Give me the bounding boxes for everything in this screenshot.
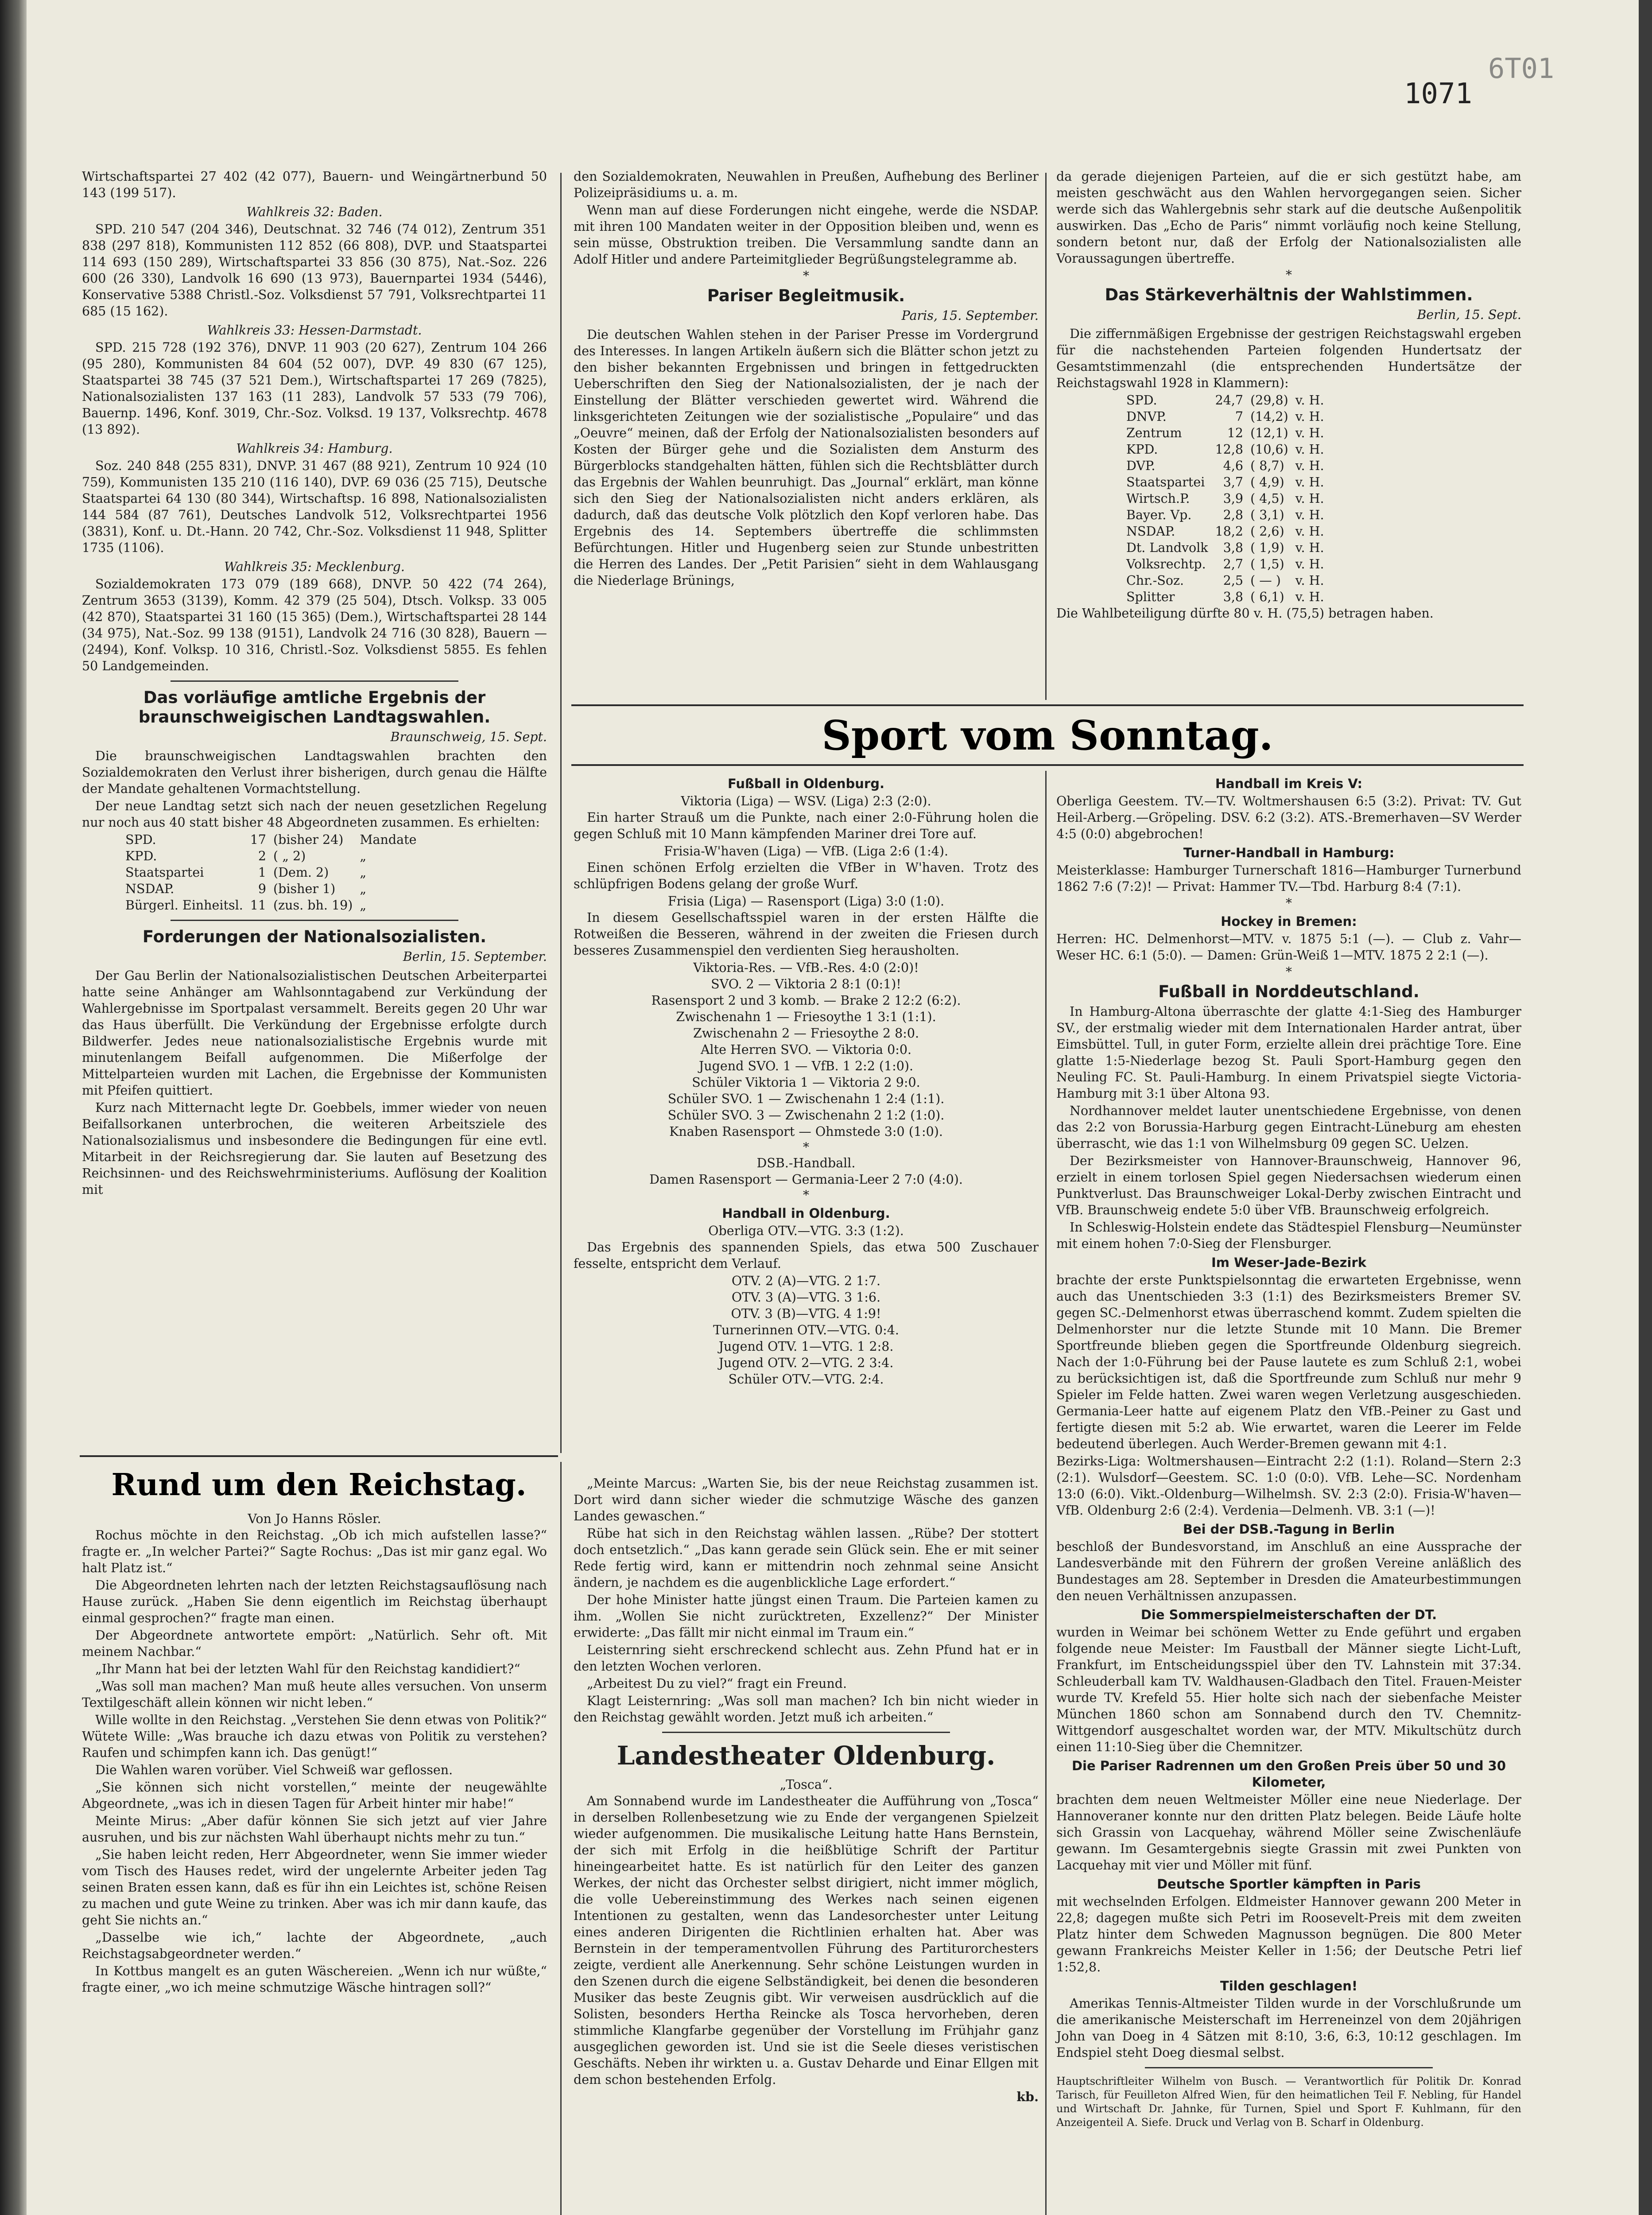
paragraph: brachten dem neuen Weltmeister Möller eine neue Niederlage. Der Hannoveraner konnte nur den dritten Platz belegen. Beide Läufe holte sich Grassin von Lacquehay, während Möller seine Zwischenläufe gewann. Im Gesamtergebnis siegte Grassin mit zwei Punkten von Lacquehay mit vier und Möller mit fünf.: [1056, 1792, 1521, 1873]
result-line: OTV. 2 (A)—VTG. 2 1:7.: [731, 1274, 881, 1288]
column-separator: [560, 173, 562, 1453]
paragraph: Am Sonnabend wurde im Landestheater die Aufführung von „Tosca“ in derselben Rollenbesetzung wie zu Ende der vergangenen Spielzeit wieder aufgenommen. Die musikalische Leitung hatte Hans Bernstein, der sich mit Erfolg in die heißblütige Schrift der Partitur hineingearbeitet hatte. Es ist natürlich für den Leiter des ganzen Werkes, der nicht das Orchester selbst dirigiert, nicht immer möglich, die volle Uebereinstimmung des Werkes nach seinen eigenen Intentionen zu gestalten, wenn das Landesorchester unter Leitung eines anderen Dirigenten die Richtlinien erhalten hat. Aber was Bernstein in der temperamentvollen Führung des Partiturorchesters zeigte, verdient alle Anerkennung. Sehr schöne Leistungen wurden in den Szenen durch die eigene Selbständigkeit, bei denen die besonderen Musiker das beste Zeugnis gibt. Wir verweisen ausdrücklich auf die Solisten, besonders Hertha Reincke als Tosca hervorheben, deren stimmliche Klangfarbe gegenüber der Vorstellung im Frühjahr ganz ausgeglichen geworden ist. Und sie ist die Seele dieses veristischen Geschäfts. Neben ihr wirkten u. a. Gustav Deharde und Einar Ellgen mit dem schon bestehenden Erfolg.: [574, 1794, 1039, 2087]
table-row: NSDAP. 9 (bisher 1) „: [125, 882, 367, 896]
table-row: KPD. 12,8 (10,6) v. H.: [1126, 442, 1324, 457]
paragraph: Die Abgeordneten lehrten nach der letzten Reichstagsauflösung nach Hause zurück. „Haben Sie denn eigentlich im Reichstag überhaupt einmal gesprochen?“ fragte man einen.: [82, 1578, 547, 1625]
paragraph: Die deutschen Wahlen stehen in der Pariser Presse im Vordergrund des Interesses. In langen Artikeln äußern sich die Blätter schon jetzt zu den bisher bekannten Ergebnissen und bringen in fettgedruckten Ueberschriften den Sieg der Nationalsozialisten, der je nach der Einstellung der Blätter verschieden gewertet wird. Während die linksgerichteten Zeitungen wie der sozialistische „Populaire“ und das „Oeuvre“ meinen, daß der Erfolg der Nationalsozialisten besonders auf Kosten der Bürger gehe und die Sozialisten dem Ansturm des Bürgerblocks standgehalten hätten, fühlen sich die Rechtsblätter durch das Ergebnis der Wahlen beunruhigt. Das „Journal“ erklärt, man könne sich den Sieg der Nationalsozialisten nicht anders erklären, als dadurch, daß das deutsche Volk plötzlich den Kopf verloren habe. Das Ergebnis des 14. Septembers übertreffe die schlimmsten Befürchtungen. Hitler und Hugenberg seien zur Stunde unbestritten die Herren des Landes. Der „Petit Parisien“ sieht in dem Wahlausgang die Niederlage Brünings,: [574, 327, 1039, 588]
paragraph: den Sozialdemokraten, Neuwahlen in Preußen, Aufhebung des Berliner Polizeipräsidiums u. a. m.: [574, 169, 1039, 200]
result-line: Viktoria-Res. — VfB.-Res. 4:0 (2:0)!: [693, 960, 919, 975]
paragraph: beschloß der Bundesvorstand, im Anschluß an eine Aussprache der Landesverbände mit den Führern der großen Vereine anläßlich des Bundestages am 28. September in Dresden die Amateurbestimmungen den neuen Verhältnissen anzupassen.: [1056, 1539, 1521, 1603]
dateline: Berlin, 15. Sept.: [1417, 307, 1521, 322]
paragraph: „Dasselbe wie ich,“ lachte der Abgeordnete, „auch Reichstagsabgeordneter werden.“: [82, 1930, 547, 1961]
paragraph: Ein harter Strauß um die Punkte, nach einer 2:0-Führung holen die gegen Schluß mit 10 Mann kämpfenden Mariner drei Tore auf.: [574, 810, 1039, 841]
sport-column-norddeutschland: [1056, 773, 1521, 2130]
paragraph: Soz. 240 848 (255 831), DNVP. 31 467 (88 921), Zentrum 10 924 (10 759), Kommunisten 135 210 (116 140), DVP. 69 036 (25 715), Deutsche Staatspartei 64 130 (80 344), Wirtschaftsp. 16 898, Nationalsozialisten 144 584 (87 761), Deutsches Landvolk 512, Volksrechtpartei 1956 (3831), Konf. u. Dt.-Hann. 20 742, Chr.-Soz. Volksdienst 11 948, Splitter 1735 (1106).: [82, 459, 547, 555]
result-line: Zwischenahn 1 — Friesoythe 1 3:1 (1:1).: [676, 1010, 936, 1024]
section-heading: Deutsche Sportler kämpften in Paris: [1157, 1877, 1421, 1892]
imprint: Hauptschriftleiter Wilhelm von Busch. — Verantwortlich für Politik Dr. Konrad Tarisch, für Feuilleton Alfred Wien, für den heimatlichen Teil F. Nebling, für Handel und Wirtschaft Dr. Jahnke, für Turnen, Spiel und Sport F. Kuhlmann, für den Anzeigenteil A. Siefe. Druck und Verlag von B. Scharf in Oldenburg.: [1056, 2075, 1521, 2129]
result-line: Zwischenahn 2 — Friesoythe 2 8:0.: [693, 1026, 919, 1041]
paragraph: Die braunschweigischen Landtagswahlen brachten den Sozialdemokraten den Verlust ihrer bisherigen, durch genau die Hälfte der Mandate gehaltenen Vormachtstellung.: [82, 749, 547, 796]
table-row: DVP. 4,6 ( 8,7) v. H.: [1126, 459, 1324, 473]
match-line: Frisia (Liga) — Rasensport (Liga) 3:0 (1:0).: [667, 894, 945, 909]
wahlkreis-heading: Wahlkreis 34: Hamburg.: [236, 441, 393, 456]
paragraph: da gerade diejenigen Parteien, auf die er sich gestützt habe, am meisten geschwächt aus den Wahlen hervorgegangen seien. Sicher werde sich das Wahlergebnis sehr stark auf die deutsche Außenpolitik auswirken. Das „Echo de Paris“ nimmt vorläufig noch keine Stellung, sondern betont nur, daß der Erfolg der Nationalsozialisten alle Voraussagungen übertreffe.: [1056, 169, 1521, 266]
result-line: Damen Rasensport — Germania-Leer 2 7:0 (4:0).: [649, 1172, 963, 1187]
paragraph: Rübe hat sich in den Reichstag wählen lassen. „Rübe? Der stottert doch entsetzlich.“ „Das kann gerade sein Glück sein. Ehe er mit seiner Rede fertig wird, kann er mittendrin noch zehnmal seine Ansicht ändern, je nachdem es die augenblickliche Lage erfordert.“: [574, 1526, 1039, 1590]
table-row: KPD. 2 ( „ 2) „: [125, 849, 367, 863]
paragraph: SPD. 210 547 (204 346), Deutschnat. 32 746 (74 012), Zentrum 351 838 (297 818), Kommunisten 112 852 (66 808), DVP. und Staatspartei 114 693 (150 289), Wirtschaftspartei 33 856 (30 875), Nat.-Soz. 226 600 (26 330), Landvolk 16 690 (13 973), Bauernpartei 1934 (5446), Konservative 5388 Christl.-Soz. Volksdienst 57 791, Volksrechtpartei 11 685 (15 162).: [82, 222, 547, 319]
feuilleton-right: [574, 1475, 1039, 2105]
paragraph: Meinte Mirus: „Aber dafür können Sie sich jetzt auf vier Jahre ausruhen, und bis zur nächsten Wahl überhaupt nichts mehr zu tun.“: [82, 1814, 547, 1845]
separator-star: *: [1286, 268, 1292, 282]
paragraph: Leisternring sieht erschreckend schlecht aus. Zehn Pfund hat er in den letzten Wochen verloren.: [574, 1643, 1039, 1674]
column-separator: [560, 1462, 562, 2215]
section-heading: Fußball in Oldenburg.: [727, 776, 884, 791]
paragraph: mit wechselnden Erfolgen. Eldmeister Hannover gewann 200 Meter in 22,8; dagegen mußte sich Petri im Roosevelt-Preis mit dem zweiten Platz hinter dem Schweden Magnusson begnügen. Die 800 Meter gewann Frankreichs Meister Keller in 1:56; der Deutsche Petri lief 1:52,8.: [1056, 1894, 1521, 1974]
result-line: Jugend SVO. 1 — VfB. 1 2:2 (1:0).: [698, 1059, 914, 1073]
table-row: SPD. 24,7 (29,8) v. H.: [1126, 393, 1324, 408]
result-line: SVO. 2 — Viktoria 2 8:1 (0:1)!: [711, 977, 901, 991]
separator-star: *: [803, 1188, 809, 1202]
sport-banner-title: Sport vom Sonntag.: [822, 711, 1273, 759]
page-number: 1071: [1404, 78, 1473, 110]
section-heading: Die Pariser Radrennen um den Großen Preis über 50 und 30 Kilometer,: [1071, 1758, 1506, 1790]
paragraph: Bezirks-Liga: Woltmershausen—Eintracht 2:2 (1:1). Roland—Stern 2:3 (2:1). Wulsdorf—Geestem. SC. 1:0 (0:0). VfB. Lehe—SC. Nordenham 13:0 (6:0). Vikt.-Oldenburg—Wilhelmsh. SV. 2:3 (2:0). Frisia-W'haven—VfB. Oldenburg 2:6 (2:4). Verdenia—Delmenh. VB. 3:1 (—)!: [1056, 1454, 1521, 1518]
section-rule: [80, 1455, 558, 1457]
column-1: [82, 168, 547, 1199]
section-heading: DSB.-Handball.: [756, 1156, 856, 1170]
match-line: Frisia-W'haven (Liga) — VfB. (Liga 2:6 (1:4).: [663, 844, 949, 859]
article-headline: Landestheater Oldenburg.: [617, 1741, 996, 1771]
play-title: „Tosca“.: [779, 1777, 833, 1792]
table-row: Bayer. Vp. 2,8 ( 3,1) v. H.: [1126, 508, 1324, 522]
section-heading: Handball in Oldenburg.: [722, 1206, 890, 1221]
feuilleton-title: Rund um den Reichstag.: [111, 1467, 527, 1503]
table-row: Chr.-Soz. 2,5 ( — ) v. H.: [1126, 573, 1324, 588]
article-headline: Fußball in Norddeutschland.: [1158, 982, 1419, 1001]
section-rule: [571, 704, 1524, 706]
article-headline: Das Stärkeverhältnis der Wahlstimmen.: [1105, 285, 1473, 304]
article-headline: Das vorläufige amtliche Ergebnis der braunschweigischen Landtagswahlen.: [138, 688, 491, 727]
newspaper-page: [27, 0, 1639, 2215]
table-row: Volksrechtp. 2,7 ( 1,5) v. H.: [1126, 557, 1324, 571]
paragraph: Oberliga Geestem. TV.—TV. Woltmershausen 6:5 (3:2). Privat: TV. Gut Heil-Arberg.—Gröpeling. DSV. 6:2 (3:2). ATS.-Bremerhaven—SV Werder 4:5 (0:0) abgebrochen!: [1056, 794, 1521, 841]
paragraph: Der hohe Minister hatte jüngst einen Traum. Die Parteien kamen zu ihm. „Wollen Sie nicht zurücktreten, Exzellenz?“ Der Minister erwiderte: „Das fällt mir nicht einmal im Traum ein.“: [574, 1593, 1039, 1640]
section-heading: Tilden geschlagen!: [1220, 1978, 1358, 1994]
separator-star: *: [803, 268, 809, 283]
paragraph: Einen schönen Erfolg erzielten die VfBer in W'haven. Trotz des schlüpfrigen Bodens gelang der große Wurf.: [574, 860, 1039, 891]
result-line: OTV. 3 (B)—VTG. 4 1:9!: [731, 1306, 881, 1321]
result-line: Jugend OTV. 1—VTG. 1 2:8.: [718, 1339, 894, 1354]
paragraph: Die Wahlbeteiligung dürfte 80 v. H. (75,5) betragen haben.: [1056, 606, 1434, 621]
paragraph: „Meinte Marcus: „Warten Sie, bis der neue Reichstag zusammen ist. Dort wird dann sicher wieder die schmutzige Wäsche des ganzen Landes gewaschen.“: [574, 1476, 1039, 1523]
paragraph: „Arbeitest Du zu viel?“ fragt ein Freund.: [587, 1676, 847, 1691]
match-line: Viktoria (Liga) — WSV. (Liga) 2:3 (2:0).: [681, 794, 931, 808]
column-separator: [1045, 173, 1047, 700]
match-line: Oberliga OTV.—VTG. 3:3 (1:2).: [708, 1224, 904, 1238]
paragraph: In Schleswig-Holstein endete das Städtespiel Flensburg—Neumünster mit einem hohen 7:0-Sieg der Flensburger.: [1056, 1220, 1521, 1251]
wahlkreis-heading: Wahlkreis 35: Mecklenburg.: [224, 560, 405, 574]
result-line: Schüler SVO. 1 — Zwischenahn 1 2:4 (1:1).: [667, 1092, 945, 1106]
paragraph: Der neue Landtag setzt sich nach der neuen gesetzlichen Regelung nur noch aus 40 statt bisher 48 Abgeordneten zusammen. Es erhielten:: [82, 799, 547, 830]
table-row: Staatspartei 1 (Dem. 2) „: [125, 865, 367, 880]
result-line: Rasensport 2 und 3 komb. — Brake 2 12:2 (6:2).: [651, 993, 961, 1008]
paragraph: Der Abgeordnete antwortete empört: „Natürlich. Sehr oft. Mit meinem Nachbar.“: [82, 1628, 547, 1659]
separator-star: *: [1286, 964, 1292, 979]
paragraph: brachte der erste Punktspielsonntag die erwarteten Ergebnisse, wenn auch das Unentschieden 3:3 (1:1) des Bezirksmeisters Bremer SV. gegen SC.-Delmenhorst etwas überraschend kommt. Zudem spielten die Delmenhorster nur die letzte Stunde mit 10 Mann. Die Bremer Sportfreunde blieben gegen die Sportfreunde Oldenburg siegreich. Nach der 1:0-Führung bei der Pause lautete es zum Schluß 2:1, wobei zu berücksichtigen ist, daß die Sportfreunde zum Schluß nur mehr 9 Spieler im Felde hatten. Zwei waren wegen Verletzung ausgeschieden. Germania-Leer hatte auf eigenem Platz den VfB.-Peiner zu Gast und fertigte diesen mit 5:2 ab. Wie erwartet, waren die Leerer im Felde bedeutend überlegen. Auch Werder-Bremen gewann mit 4:1.: [1056, 1273, 1521, 1451]
table-row: NSDAP. 18,2 ( 2,6) v. H.: [1126, 524, 1324, 539]
column-2: [574, 168, 1039, 590]
paragraph: Rochus möchte in den Reichstag. „Ob ich mich aufstellen lasse?“ fragte er. „In welcher Partei?“ Sagte Rochus: „Das ist mir ganz egal. Wo halt Platz ist.“: [82, 1528, 547, 1575]
paragraph: In Kottbus mangelt es an guten Wäschereien. „Wenn ich nur wüßte,“ fragte einer, „wo ich meine schmutzige Wäsche hintragen soll?“: [82, 1964, 547, 1995]
wahlkreis-heading: Wahlkreis 33: Hessen-Darmstadt.: [207, 323, 422, 338]
table-row: DNVP. 7 (14,2) v. H.: [1126, 409, 1324, 424]
paragraph: Wirtschaftspartei 27 402 (42 077), Bauern- und Weingärtnerbund 50 143 (199 517).: [82, 169, 547, 200]
paragraph: Die Wahlen waren vorüber. Viel Schweiß war geflossen.: [95, 1763, 453, 1777]
paragraph: In Hamburg-Altona überraschte der glatte 4:1-Sieg des Hamburger SV., der erstmalig wieder mit dem Internationalen Harder antrat, über Eimsbüttel. Tull, in guter Form, erzielte allein drei prächtige Tore. Eine glatte 1:5-Niederlage bezog St. Pauli Sport-Hamburg gegen den Neuling FC. St. Pauli-Hamburg. In einem Privatspiel siegte Victoria-Hamburg mit 3:1 über Altona 93.: [1056, 1004, 1521, 1101]
section-heading: Turner-Handball in Hamburg:: [1183, 845, 1395, 860]
paragraph: Wille wollte in den Reichstag. „Verstehen Sie denn etwas von Politik?“ Wütete Wille: „Was brauche ich dazu etwas von Politik zu verstehen? Raufen und schimpfen kann ich. Das genügt!“: [82, 1713, 547, 1760]
seat-table: [122, 832, 420, 913]
result-line: Turnerinnen OTV.—VTG. 0:4.: [713, 1323, 899, 1337]
paragraph: Wenn man auf diese Forderungen nicht eingehe, werde die NSDAP. mit ihren 100 Mandaten weiter in der Opposition bleiben und, wenn es sein müsse, Obstruktion treiben. Die Versammlung sandte dann an Adolf Hitler und andere Parteimitglieder Begrüßungstelegramme ab.: [574, 203, 1039, 267]
result-line: Schüler Viktoria 1 — Viktoria 2 9:0.: [692, 1075, 920, 1090]
paragraph: „Ihr Mann hat bei der letzten Wahl für den Reichstag kandidiert?“: [95, 1662, 520, 1676]
result-line: OTV. 3 (A)—VTG. 3 1:6.: [731, 1290, 881, 1305]
paragraph: wurden in Weimar bei schönem Wetter zu Ende geführt und ergaben folgende neue Meister: Im Faustball der Männer siegte Licht-Luft, Frankfurt, im Entscheidungsspiel über den TV. Lahnstein mit 37:34. Schleuderball kam TV. Waldhausen-Gladbach den Titel. Frauen-Meister wurde TV. Krefeld 55. Hier holte sich nach der siebenfache Meister München 1860 schon am Sonnabend durch den TV. Chemnitz-Wittgendorf ausgeschaltet worden war, der MTV. Mikultschütz durch einen 11:10-Sieg über die Chemnitzer.: [1056, 1625, 1521, 1754]
section-heading: Handball im Kreis V:: [1215, 776, 1363, 791]
column-separator: [1045, 771, 1047, 2215]
wahlkreis-heading: Wahlkreis 32: Baden.: [246, 205, 383, 219]
section-heading: Hockey in Bremen:: [1221, 914, 1357, 929]
paragraph: Klagt Leisternring: „Was soll man machen? Ich bin nicht wieder in den Reichstag gewählt worden. Jetzt muß ich arbeiten.“: [574, 1694, 1039, 1725]
dateline: Braunschweig, 15. Sept.: [390, 730, 547, 744]
paragraph: Sozialdemokraten 173 079 (189 668), DNVP. 50 422 (74 264), Zentrum 3653 (3139), Komm. 42 379 (25 504), Dtsch. Volksp. 33 005 (42 870), Staatspartei 31 160 (15 365) (Dem.), Wirtschaftspartei 28 144 (34 975), Nat.-Soz. 99 138 (9151), Landvolk 24 716 (30 828), Bauern — (2494), Konf. Volksp. 10 316, Christl.-Soz. Volksdienst 5855. Es fehlen 50 Landgemeinden.: [82, 577, 547, 673]
article-headline: Pariser Begleitmusik.: [707, 286, 905, 305]
paragraph: „Sie können sich nicht vorstellen,“ meinte der neugewählte Abgeordnete, „was ich in diesen Tagen für Arbeit hinter mir habe!“: [82, 1780, 547, 1811]
paragraph: Nordhannover meldet lauter unentschiedene Ergebnisse, von denen das 2:2 von Borussia-Harburg gegen Eintracht-Lüneburg am ehesten überrascht, wie das 1:1 von Wilhelmsburg 09 gegen SC. Uelzen.: [1056, 1104, 1521, 1151]
table-row: SPD. 17 (bisher 24) Mandate: [125, 832, 417, 847]
section-heading: Die Sommerspielmeisterschaften der DT.: [1140, 1607, 1437, 1622]
separator-star: *: [1286, 896, 1292, 910]
divider: [171, 680, 458, 682]
divider: [171, 920, 458, 921]
author-signature: kb.: [1016, 2089, 1039, 2104]
paragraph: Kurz nach Mitternacht legte Dr. Goebbels, immer wieder von neuen Beifallsorkanen unterbrochen, die weiteren Arbeitsziele des Nationalsozialismus und insbesondere die Bedingungen für eine evtl. Mitarbeit in der Reichsregierung dar. Sie lauten auf Besetzung des Reichsinnen- und des Reichswehrministeriums. Auflösung der Koalition mit: [82, 1100, 547, 1197]
paragraph: SPD. 215 728 (192 376), DNVP. 11 903 (20 627), Zentrum 104 266 (95 280), Kommunisten 84 604 (52 007), DVP. 49 830 (67 125), Staatspartei 38 745 (37 521 Dem.), Wirtschaftspartei 17 269 (7825), Nationalsozialisten 137 163 (11 283), Landvolk 57 533 (79 706), Bauernp. 1496, Konf. 3019, Chr.-Soz. Volksd. 19 137, Volksrechtp. 4678 (13 892).: [82, 340, 547, 437]
result-line: Knaben Rasensport — Ohmstede 3:0 (1:0).: [669, 1124, 943, 1139]
result-line: Schüler SVO. 3 — Zwischenahn 2 1:2 (1:0).: [667, 1108, 945, 1123]
separator-star: *: [803, 1140, 809, 1154]
paragraph: In diesem Gesellschaftsspiel waren in der ersten Hälfte die Rotweißen die Besseren, während in der zweiten die Friesen durch besseres Zusammenspiel den verdienten Sieg herausholten.: [574, 910, 1039, 958]
table-row: Staatspartei 3,7 ( 4,9) v. H.: [1126, 475, 1324, 490]
table-row: Wirtsch.P. 3,9 ( 4,5) v. H.: [1126, 491, 1324, 506]
section-rule: [571, 764, 1524, 766]
result-line: Jugend OTV. 2—VTG. 2 3:4.: [718, 1356, 894, 1370]
paragraph: Das Ergebnis des spannenden Spiels, das etwa 500 Zuschauer fesselte, entspricht dem Verlauf.: [574, 1240, 1039, 1271]
divider: [1145, 2067, 1433, 2068]
table-row: Dt. Landvolk 3,8 ( 1,9) v. H.: [1126, 540, 1324, 555]
section-heading: Im Weser-Jade-Bezirk: [1211, 1255, 1366, 1270]
column-3: [1056, 168, 1521, 622]
paragraph: Meisterklasse: Hamburger Turnerschaft 1816—Hamburger Turnerbund 1862 7:6 (7:2)! — Privat: Hammer TV.—Tbd. Harburg 8:4 (7:1).: [1056, 863, 1521, 894]
paragraph: „Was soll man machen? Man muß heute alles versuchen. Von unserm Textilgeschäft allein können wir nicht leben.“: [82, 1679, 547, 1710]
dateline: Berlin, 15. September.: [403, 949, 547, 964]
table-row: Bürgerl. Einheitsl. 11 (zus. bh. 19) „: [125, 898, 367, 913]
byline: Von Jo Hanns Rösler.: [248, 1512, 381, 1526]
table-row: Zentrum 12 (12,1) v. H.: [1126, 426, 1324, 440]
result-line: Schüler OTV.—VTG. 2:4.: [728, 1372, 884, 1387]
vote-share-table: [1123, 392, 1328, 605]
paragraph: Die ziffernmäßigen Ergebnisse der gestrigen Reichstagswahl ergeben für die nachstehenden Parteien folgenden Hundertsatz der Gesamtstimmenzahl (die entsprechenden Hundertsätze der Reichstagswahl 1928 in Klammern):: [1056, 326, 1521, 390]
sport-column-oldenburg: [574, 773, 1039, 1387]
section-heading: Bei der DSB.-Tagung in Berlin: [1183, 1522, 1395, 1537]
article-headline: Forderungen der Nationalsozialisten.: [142, 927, 487, 946]
archive-stamp: 6T01: [1488, 52, 1555, 85]
paragraph: Herren: HC. Delmenhorst—MTV. v. 1875 5:1 (—). — Club z. Vahr—Weser HC. 6:1 (5:0). — Damen: Grün-Weiß 1—MTV. 1875 2 2:1 (—).: [1056, 932, 1521, 963]
result-line: Alte Herren SVO. — Viktoria 0:0.: [700, 1042, 912, 1057]
table-row: Splitter 3,8 ( 6,1) v. H.: [1126, 590, 1324, 604]
paragraph: Der Bezirksmeister von Hannover-Braunschweig, Hannover 96, erzielt in einem torlosen Spiel gegen Niedersachsen wiederum einen Punktverlust. Das Braunschweiger Lokal-Derby zwischen Eintracht und VfB. Braunschweig endete 5:0 über VfB. Braunschweig erfolgreich.: [1056, 1154, 1521, 1217]
paragraph: Amerikas Tennis-Altmeister Tilden wurde in der Vorschlußrunde um die amerikanische Meisterschaft im Herreneinzel von dem 20jährigen John van Doeg in 4 Sätzen mit 8:10, 3:6, 6:3, 10:12 geschlagen. Im Endspiel steht Doeg diesmal selbst.: [1056, 1996, 1521, 2060]
feuilleton-left: [82, 1511, 547, 1997]
binding-gutter: [0, 0, 27, 2215]
paragraph: Der Gau Berlin der Nationalsozialistischen Deutschen Arbeiterpartei hatte seine Anhänger am Wahlsonntagabend zur Verkündung der Wahlergebnisse im Sportpalast versammelt. Bereits gegen 20 Uhr war das Haus überfüllt. Die Verkündung der Ergebnisse erfolgte durch Bildwerfer. Jedes neue nationalsozialistische Ergebnis wurde mit minutenlangem Beifall aufgenommen. Die Mißerfolge der Mittelparteien wurden mit Lachen, die Ergebnisse der Kommunisten mit Pfeifen quittiert.: [82, 968, 547, 1098]
paragraph: „Sie haben leicht reden, Herr Abgeordneter, wenn Sie immer wieder vom Tisch des Hauses redet, wird der ungelernte Arbeiter jeden Tag seinen Braten essen kann, daß es für ihn ein Leichtes ist, schöne Reisen zu machen und gute Weine zu trinken. Aber was ich mir dann kaufe, das geht Sie nichts an.“: [82, 1847, 547, 1927]
divider: [662, 1732, 950, 1733]
dateline: Paris, 15. September.: [901, 308, 1039, 323]
